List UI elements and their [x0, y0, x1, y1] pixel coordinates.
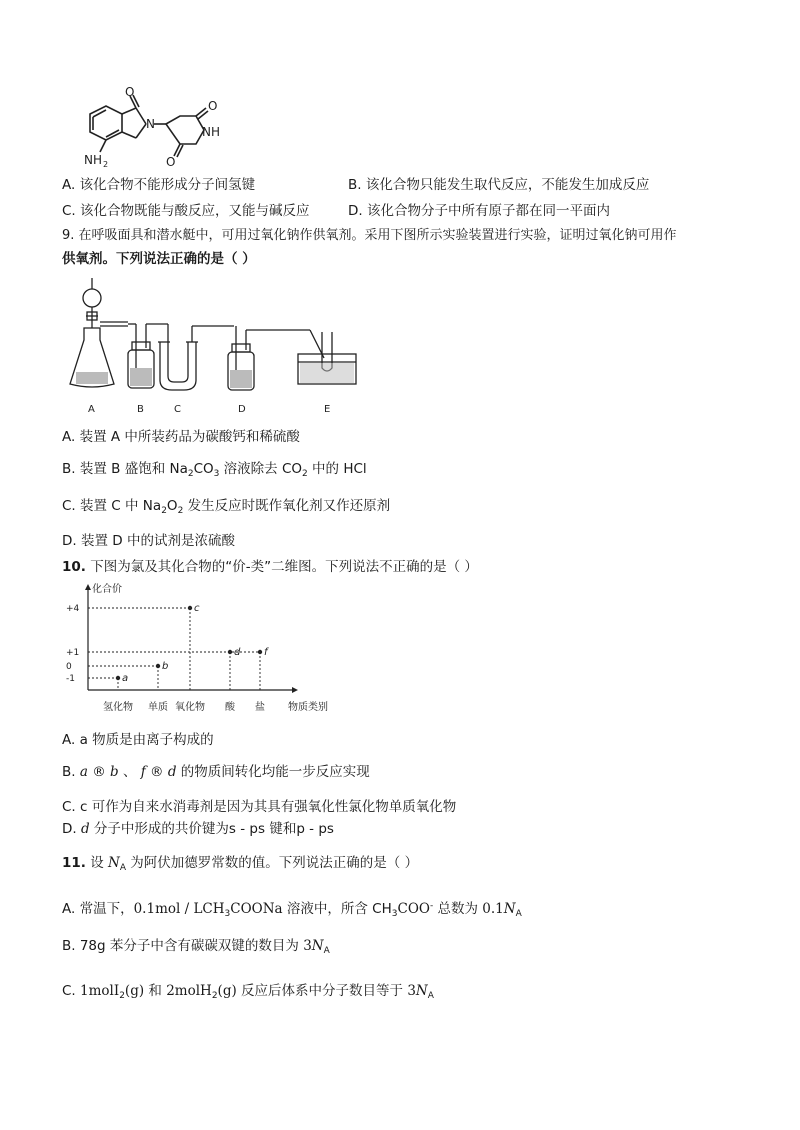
q9-option-b: B. 装置 B 盛饱和 $Na_2CO_3$ 溶液除去 $CO_2$ 中的 HCl [62, 461, 367, 479]
q10-option-c: C. c 可作为自来水消毒剂是因为其具有强氧化性氯化物单质氧化物 [62, 799, 457, 815]
q9-option-d: D. 装置 D 中的试剂是浓硫酸 [62, 533, 235, 549]
q10-option-d: D. d 分子中形成的共价键为s - ps 键和p - ps [62, 821, 334, 837]
chart-point-d [228, 650, 232, 654]
chart-point-c [188, 606, 192, 610]
q9-stem-line2: 供氧剂。下列说法正确的是（ ） [62, 251, 256, 267]
q10-valence-class-chart [62, 582, 332, 722]
chart-point-a [116, 676, 120, 680]
q8-atom-nh: NH [202, 125, 220, 139]
q9-apparatus-diagram [62, 272, 372, 418]
q8-atom-o-right: O [208, 99, 218, 113]
q9-label-a: A [88, 404, 95, 415]
chart-x-tick-label: 单质 [148, 702, 168, 713]
q11-option-a: A. 常温下，$0.1mol / LCH_3COONa$ 溶液中，所含 $CH_3COO^-$ 总数为 $0.1N_A$ [62, 901, 522, 919]
q11-option-c: C. 1molI$_2$(g) 和 2molH$_2$(g) 反应后体系中分子数目等于 $3N_A$ [62, 983, 434, 1001]
chart-point-label: b [162, 661, 169, 672]
q11-stem: 11. 设 $N_A$ 为阿伏加德罗常数的值。下列说法正确的是（ ） [62, 855, 419, 873]
q8-option-d: D. 该化合物分子中所有原子都在同一平面内 [348, 203, 610, 219]
svg-text:2: 2 [103, 160, 109, 169]
chart-point-label: c [194, 603, 200, 614]
chart-x-tick-label: 氢化物 [103, 702, 133, 713]
chart-x-label: 物质类别 [288, 702, 328, 713]
q9-stem-line1: 9. 在呼吸面具和潜水艇中，可用过氧化钠作供氧剂。采用下图所示实验装置进行实验，证明过氧化钠可用作 [62, 228, 677, 243]
q8-atom-o-bottom: O [166, 155, 176, 169]
chart-y-tick-label: -1 [66, 674, 75, 684]
q8-option-a: A. 该化合物不能形成分子间氢键 [62, 177, 256, 193]
q9-label-d: D [238, 404, 246, 415]
q8-option-b: B. 该化合物只能发生取代反应，不能发生加成反应 [348, 177, 650, 193]
chart-x-tick-label: 氧化物 [175, 702, 205, 713]
q9-label-c: C [174, 404, 181, 415]
q8-atom-nh2: NH [84, 153, 102, 167]
q9-label-b: B [137, 404, 144, 415]
q10-stem: 10. 下图为氯及其化合物的“价-类”二维图。下列说法不正确的是（ ） [62, 559, 478, 575]
chart-y-tick-label: +4 [66, 604, 80, 614]
q9-option-a: A. 装置 A 中所装药品为碳酸钙和稀硫酸 [62, 429, 300, 445]
chart-point-label: a [122, 673, 129, 684]
q8-molecule-structure [62, 86, 252, 176]
chart-y-tick-label: 0 [66, 662, 72, 672]
q10-option-a: A. a 物质是由离子构成的 [62, 732, 214, 748]
q9-label-e: E [324, 404, 331, 415]
chart-x-tick-label: 酸 [225, 702, 235, 713]
q8-option-c: C. 该化合物既能与酸反应，又能与碱反应 [62, 203, 310, 219]
q8-atom-o-top: O [125, 86, 135, 99]
chart-point-label: d [234, 647, 241, 658]
chart-y-label: 化合价 [92, 584, 122, 595]
chart-point-f [258, 650, 262, 654]
q8-atom-n: N [146, 117, 155, 131]
chart-x-tick-label: 盐 [255, 702, 265, 713]
q10-option-b: B. a ® b 、 f ® d 的物质间转化均能一步反应实现 [62, 764, 370, 780]
chart-y-tick-label: +1 [66, 648, 80, 658]
q9-option-c: C. 装置 C 中 $Na_2O_2$ 发生反应时既作氧化剂又作还原剂 [62, 498, 391, 516]
chart-point-b [156, 664, 160, 668]
chart-point-label: f [264, 647, 268, 658]
q11-option-b: B. 78g 苯分子中含有碳碳双键的数目为 $3N_A$ [62, 938, 330, 956]
